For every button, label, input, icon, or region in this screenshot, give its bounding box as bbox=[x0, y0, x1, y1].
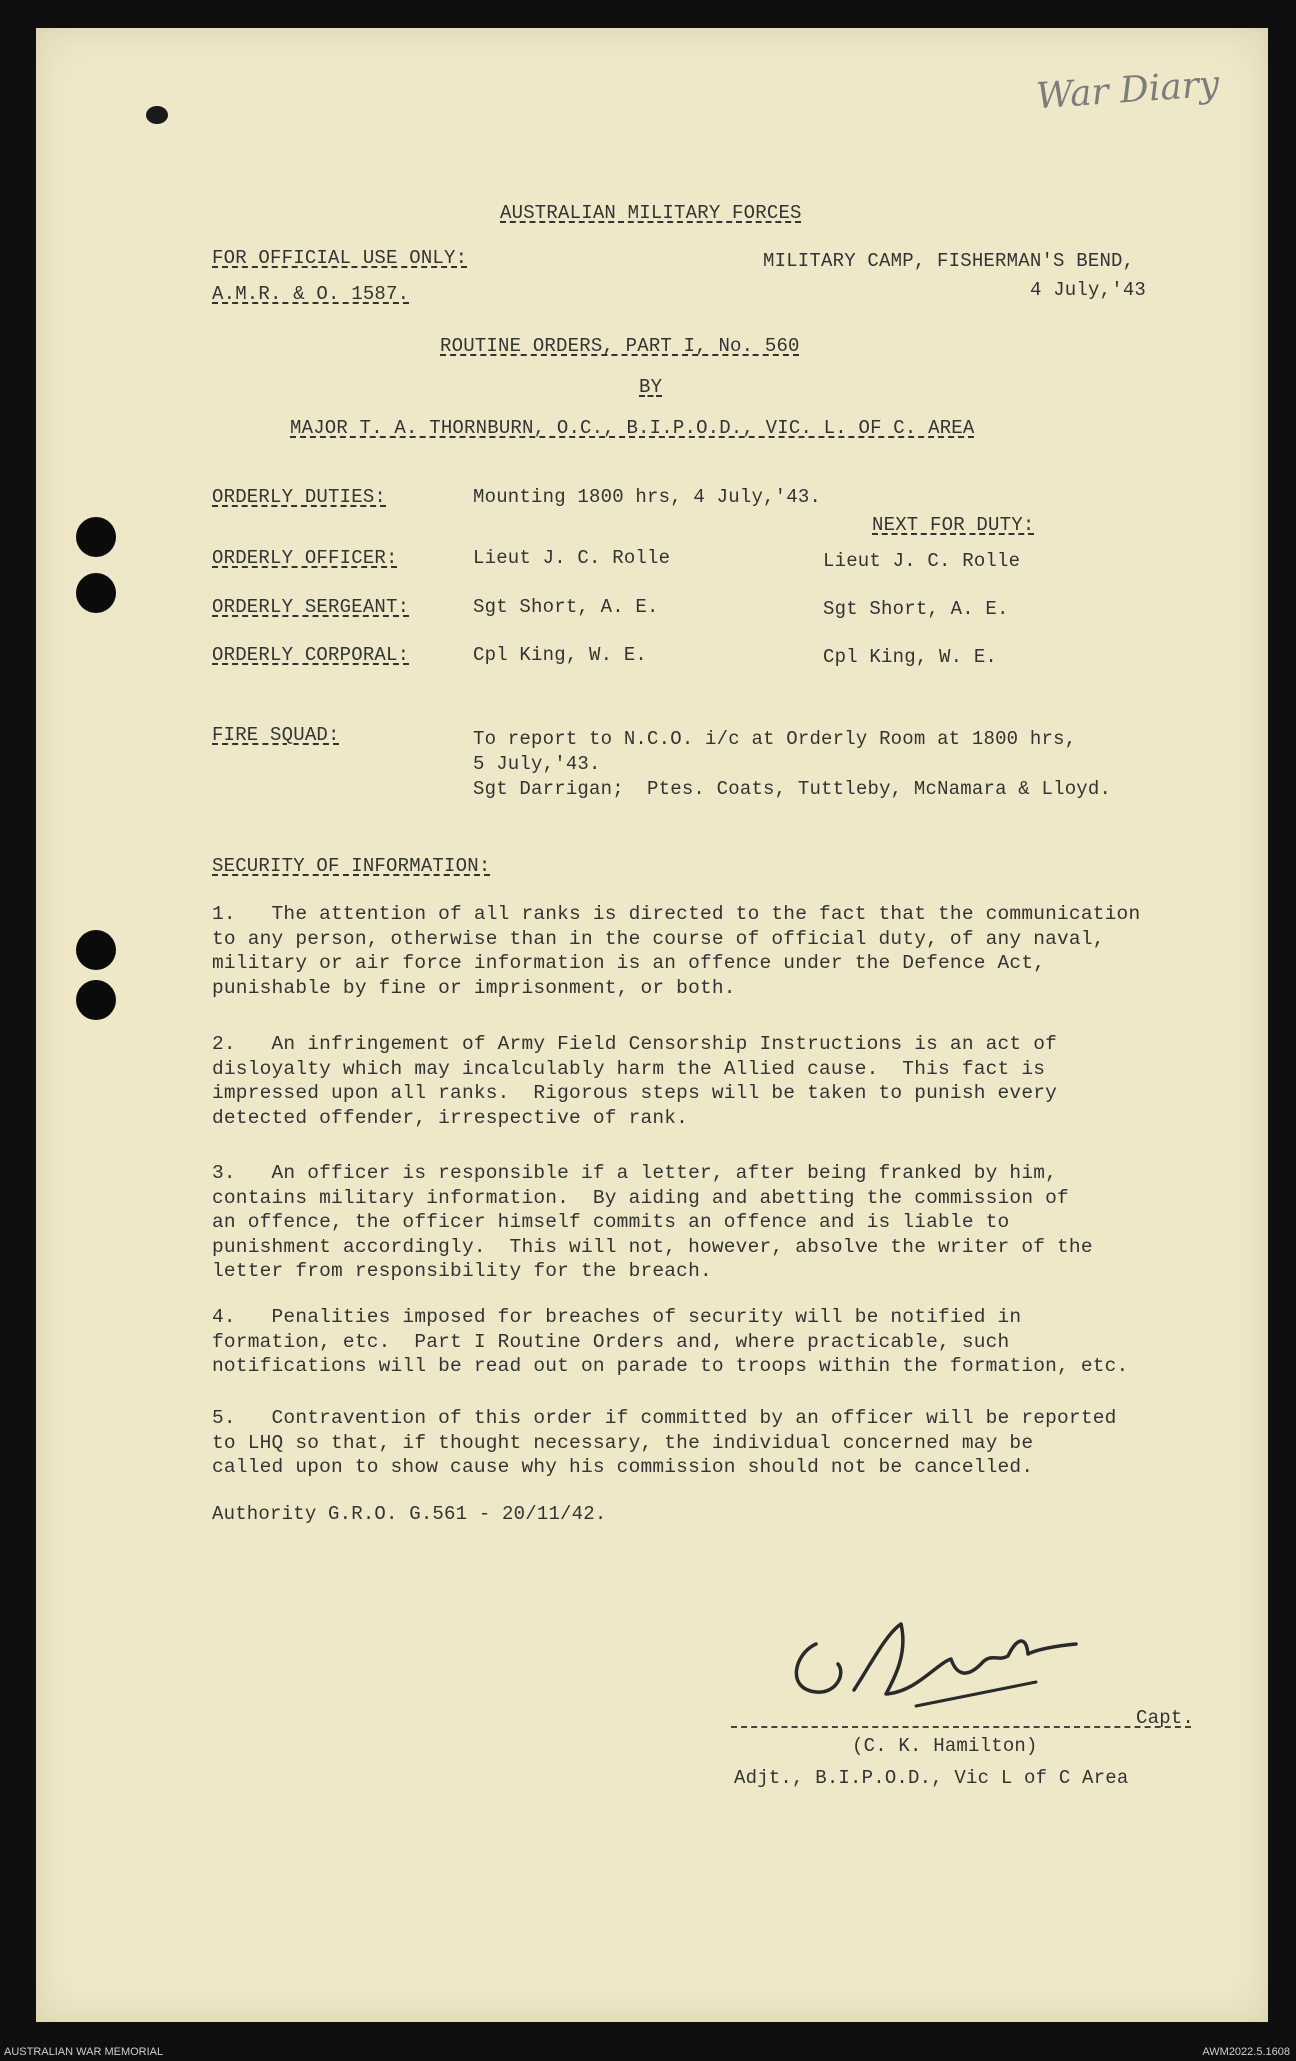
fire-squad-line: Sgt Darrigan; Ptes. Coats, Tuttleby, McNamara & Lloyd. bbox=[473, 778, 1112, 800]
footer-accession: AWM2022.5.1608 bbox=[1202, 2046, 1290, 2058]
orders-title: ROUTINE ORDERS, PART I, No. 560 bbox=[440, 335, 800, 357]
duty-next: Sgt Short, A. E. bbox=[823, 598, 1009, 620]
issuer: MAJOR T. A. THORNBURN, O.C., B.I.P.O.D., VIC. L. OF C. AREA bbox=[290, 417, 975, 439]
authority: Authority G.R.O. G.561 - 20/11/42. bbox=[212, 1503, 607, 1525]
document-date: 4 July,'43 bbox=[1030, 279, 1147, 301]
reference: A.M.R. & O. 1587. bbox=[212, 283, 410, 305]
orderly-duties-heading: ORDERLY DUTIES: bbox=[212, 486, 387, 508]
duty-role: ORDERLY OFFICER: bbox=[212, 547, 398, 569]
duty-next: Cpl King, W. E. bbox=[823, 646, 998, 668]
security-paragraph-3: 3. An officer is responsible if a letter, after being franked by him, contains military information. By aiding and abetting the commission of an offence, the officer himself commits an offence and is liable to punishment accordingly. This will not, however, absolve the writer of the letter from responsibility for the breach. bbox=[212, 1162, 1093, 1282]
classification: FOR OFFICIAL USE ONLY: bbox=[212, 247, 468, 269]
punch-hole bbox=[76, 573, 116, 613]
duty-current: Lieut J. C. Rolle bbox=[473, 547, 671, 569]
punch-hole bbox=[76, 930, 116, 970]
security-heading: SECURITY OF INFORMATION: bbox=[212, 855, 491, 877]
duty-role: ORDERLY SERGEANT: bbox=[212, 596, 410, 618]
duty-current: Sgt Short, A. E. bbox=[473, 596, 659, 618]
punch-hole bbox=[76, 980, 116, 1020]
document-page bbox=[36, 28, 1268, 2022]
punch-hole bbox=[76, 517, 116, 557]
fire-squad-label: FIRE SQUAD: bbox=[212, 724, 340, 746]
next-for-duty-label: NEXT FOR DUTY: bbox=[872, 514, 1035, 536]
duty-role: ORDERLY CORPORAL: bbox=[212, 644, 410, 666]
security-paragraph-4: 4. Penalities imposed for breaches of security will be notified in formation, etc. Part I Routine Orders and, where practicable, such notifications will be read out on parade to troops within the formation, etc. bbox=[212, 1306, 1129, 1377]
duty-current: Cpl King, W. E. bbox=[473, 644, 648, 666]
by-label: BY bbox=[639, 376, 663, 398]
footer-credit: AUSTRALIAN WAR MEMORIAL bbox=[4, 2046, 164, 2058]
signature-scrawl bbox=[776, 1594, 1146, 1714]
fire-squad-line: 5 July,'43. bbox=[473, 753, 601, 775]
location: MILITARY CAMP, FISHERMAN'S BEND, bbox=[763, 250, 1135, 272]
rank-suffix: Capt. bbox=[1136, 1707, 1195, 1729]
signatory-appointment: Adjt., B.I.P.O.D., Vic L of C Area bbox=[734, 1767, 1129, 1789]
signature-line bbox=[731, 1726, 1191, 1728]
handwritten-note: War Diary bbox=[1034, 63, 1221, 118]
mounting-info: Mounting 1800 hrs, 4 July,'43. bbox=[473, 486, 822, 508]
fire-squad-line: To report to N.C.O. i/c at Orderly Room at 1800 hrs, bbox=[473, 728, 1077, 750]
security-paragraph-2: 2. An infringement of Army Field Censorship Instructions is an act of disloyalty which may incalculably harm the Allied cause. This fact is impressed upon all ranks. Rigorous steps will be taken to punish every detected offender, irrespective of rank. bbox=[212, 1033, 1058, 1129]
duty-next: Lieut J. C. Rolle bbox=[823, 550, 1021, 572]
ink-blot bbox=[146, 106, 168, 124]
security-paragraph-1: 1. The attention of all ranks is directed to the fact that the communication to any person, otherwise than in the course of official duty, of any naval, military or air force information is an offence under the Defence Act, punishable by fine or imprisonment, or both. bbox=[212, 903, 1141, 999]
security-paragraph-5: 5. Contravention of this order if committed by an officer will be reported to LHQ so that, if thought necessary, the individual concerned may be called upon to show cause why his commission should not be cancelled. bbox=[212, 1407, 1117, 1478]
document-title: AUSTRALIAN MILITARY FORCES bbox=[500, 202, 802, 224]
signatory-name: (C. K. Hamilton) bbox=[852, 1735, 1038, 1757]
